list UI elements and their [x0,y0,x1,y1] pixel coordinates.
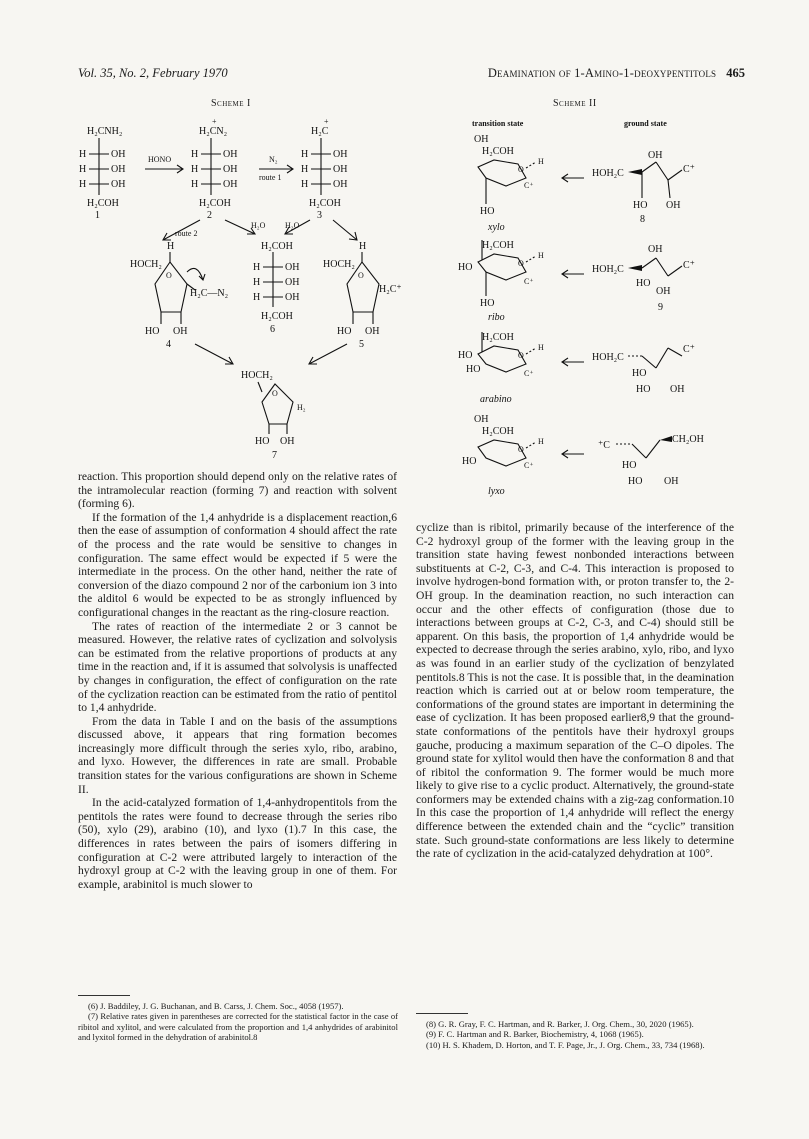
compound-1 [79,126,125,221]
compound-7 [241,370,306,461]
c7-ho: HO [255,436,270,447]
label-5: 5 [359,339,364,350]
gs-lyxo [598,434,704,487]
ribo-gs-oh2: OH [656,286,671,297]
c5-ho: HO [337,326,352,337]
col-ground-state: ground state [624,119,667,128]
c7-oh: OH [280,436,295,447]
c3-oh-1: OH [333,149,348,160]
left-paragraph-1: reaction. This proportion should depend only on the relative rates of the intramolecular reaction (forming 7) and reaction with solvent (forming 6). [78,470,397,511]
scheme-2-figure [458,112,718,502]
label-2: 2 [207,210,212,221]
c3-top-group: H₂C [311,126,329,137]
c2-h-3: H [191,179,199,190]
arabino-h: H [538,343,544,352]
gs-xylo [592,150,695,225]
footnote-10: (10) H. S. Khadem, D. Horton, and T. F. Page, Jr., J. Org. Chem., 33, 734 (1968). [426,1039,705,1050]
running-header-right [488,66,745,81]
ribo-ho: HO [480,298,495,309]
c2-h-1: H [191,149,199,160]
ts-xylo [474,134,544,233]
label-4: 4 [166,339,171,350]
xylo-gs-cplus: C⁺ [683,164,695,175]
c4-diazo: H₂C—N₂ [190,288,229,299]
ts-ribo [458,240,544,323]
lyxo-oh-top: OH [474,414,489,425]
xylo-gs-left: HOH₂C [592,168,624,179]
compound-4 [130,241,228,350]
label-7: 7 [272,450,277,461]
arabino-ring-o: O [518,351,524,360]
arabino-label: arabino [480,394,512,405]
ts-lyxo [462,414,544,497]
ribo-gs-ho: HO [636,278,651,289]
c4-substituent: HOCH₂ [130,259,162,270]
footnote-9: (9) F. C. Hartman and R. Barker, Biochemistry, 4, 1068 (1965). [426,1029,644,1040]
gs-ribo [592,244,695,313]
arabino-gs-left: HOH₂C [592,352,624,363]
ribo-label: ribo [488,312,505,323]
compound-2 [191,117,237,221]
c7-h2: H₂ [297,403,306,412]
ribo-ho-left: HO [458,262,473,273]
c1-oh-3: OH [111,179,126,190]
c4-ho: HO [145,326,160,337]
xylo-ring-o: O [518,165,524,174]
c1-h-3: H [79,179,87,190]
route-1-label: route 1 [259,173,282,182]
lyxo-gs-oh: OH [664,476,679,487]
c3-h-1: H [301,149,309,160]
c2-bottom: H₂COH [199,198,231,209]
lyxo-gs-ho: HO [622,460,637,471]
route-2-label: route 2 [175,229,198,238]
lyxo-h: H [538,437,544,446]
compound-3 [301,117,347,221]
arabino-gs-oh: OH [670,384,685,395]
c2-oh-1: OH [223,149,238,160]
xylo-cplus: C⁺ [524,181,534,190]
label-3: 3 [317,210,322,221]
label-9: 9 [658,302,663,313]
xylo-h: H [538,157,544,166]
c2-plus: + [212,117,217,126]
lyxo-ho: HO [462,456,477,467]
c6-top: H₂COH [261,241,293,252]
arabino-gs-ho: HO [632,368,647,379]
c3-h-3: H [301,179,309,190]
c6-oh-1: OH [285,262,300,273]
ribo-h: H [538,251,544,260]
h2o-label-2: H₂O [285,221,300,230]
footnote-8: (8) G. R. Gray, F. C. Hartman, and R. Barker, J. Org. Chem., 30, 2020 (1965). [426,1019,694,1029]
arabino-gs-cplus: C⁺ [683,344,695,355]
xylo-gs-oh: OH [648,150,663,161]
footnote-7: (7) Relative rates given in parentheses are corrected for the statistical factor in the case of ribitol and xylitol, and were calculated from the proportion and 1,4 anhydrides of arabinitol and lyxitol formed in the dehydration of arabinitol.8 [78,1011,398,1043]
running-header-left: Vol. 35, No. 2, February 1970 [78,66,228,80]
left-paragraph-4: From the data in Table I and on the basis of the assumptions discussed above, it appears that ring formation becomes increasingly more difficult through the series xylo, ribo, arabino, and lyxo. However, the differences in rate are small. Probable transition states for the various configurations are shown in Scheme II. [78,714,397,796]
footnotes-right [416,1019,734,1050]
arabino-cplus: C⁺ [524,369,534,378]
running-title: Deamination of 1-Amino-1-deoxypentitols [487,66,717,80]
c6-oh-3: OH [285,292,300,303]
c1-oh-2: OH [111,164,126,175]
col-transition-state: transition state [472,119,524,128]
label-1: 1 [95,210,100,221]
lyxo-gs-ho2: HO [628,476,643,487]
c1-h-1: H [79,149,87,160]
ribo-h2coh: H₂COH [482,240,514,251]
arabino-ho-1: HO [458,350,473,361]
xylo-oh-top: OH [474,134,489,145]
ribo-gs-oh: OH [648,244,663,255]
gs-arabino [592,344,695,395]
compound-6 [253,241,299,335]
c3-h-2: H [301,164,309,175]
left-column [78,470,397,891]
c2-top-group: H₂CN₂ [199,126,228,137]
arabino-h2coh: H₂COH [482,332,514,343]
lyxo-label: lyxo [488,486,505,497]
label-6: 6 [270,324,275,335]
footnote-6: (6) J. Baddiley, J. G. Buchanan, and B. Carss, J. Chem. Soc., 4058 (1957). [88,1001,344,1011]
ribo-ring-o: O [518,259,524,268]
c5-substituent: HOCH₂ [323,259,355,270]
reagent-n2: N₂ [269,155,278,164]
ribo-gs-left: HOH₂C [592,264,624,275]
page-number: 465 [726,66,745,80]
c4-oh: OH [173,326,188,337]
c2-h-2: H [191,164,199,175]
c2-oh-3: OH [223,179,238,190]
c3-oh-3: OH [333,179,348,190]
lyxo-gs-left: ⁺C [598,440,610,451]
c6-h-2: H [253,277,261,288]
c6-h-1: H [253,262,261,273]
footnote-rule-right [416,1013,468,1014]
arabino-gs-ho2: HO [636,384,651,395]
c4-ring-o: O [166,271,172,280]
xylo-gs-oh2: OH [666,200,681,211]
c6-h-3: H [253,292,261,303]
scheme-1-title: Scheme I [211,98,251,109]
c1-oh-1: OH [111,149,126,160]
c6-bottom: H₂COH [261,311,293,322]
footnotes-left [78,1001,398,1043]
scheme-1-figure [75,112,405,462]
lyxo-gs-ch2oh: CH₂OH [672,434,704,445]
left-paragraph-2: If the formation of the 1,4 anhydride is a displacement reaction,6 then the ease of assumption of conformation 4 should affect the rate of the process and the rate would be sensitive to changes in configuration. The same effect would be expected if 5 were the intermediate in the process. On the other hand, neither the rate of conversion of the diazo compound 2 nor of the carbonium ion 3 into the alditol 6 would be expected to be as strongly influenced by configurational changes in the reactant as the ring-closure reaction. [78,510,397,619]
c1-top-group: H₂CNH₂ [87,126,123,137]
lyxo-h2coh: H₂COH [482,426,514,437]
c5-oh: OH [365,326,380,337]
c7-substituent: HOCH₂ [241,370,273,381]
c4-h: H [167,241,175,252]
c3-plus: + [324,117,329,126]
right-column [416,521,734,861]
xylo-ho: HO [480,206,495,217]
xylo-h2coh: H₂COH [482,146,514,157]
xylo-gs-ho: HO [633,200,648,211]
c1-bottom: H₂COH [87,198,119,209]
reagent-hono: HONO [148,155,172,164]
c1-h-2: H [79,164,87,175]
c3-bottom: H₂COH [309,198,341,209]
ts-arabino [458,332,544,405]
compound-5 [323,241,402,350]
footnote-rule-left [78,995,130,996]
scheme-2-title: Scheme II [553,98,597,109]
ribo-cplus: C⁺ [524,277,534,286]
lyxo-ring-o: O [518,445,524,454]
label-8: 8 [640,214,645,225]
arabino-ho-2: HO [466,364,481,375]
lyxo-cplus: C⁺ [524,461,534,470]
c2-oh-2: OH [223,164,238,175]
h2o-label-1: H₂O [251,221,266,230]
c6-oh-2: OH [285,277,300,288]
ribo-gs-cplus: C⁺ [683,260,695,271]
c5-h: H [359,241,367,252]
xylo-label: xylo [488,222,505,233]
c5-ring-o: O [358,271,364,280]
c5-cation: H₂C⁺ [379,284,402,295]
right-paragraph-1: cyclize than is ribitol, primarily because of the interference of the C-2 hydroxyl group of the former with the leaving group in the transition state having fewest nonbonded interactions between substituents at C-2, C-3, and C-4. This interaction is proposed to involve hydrogen-bond formation with, or proton transfer to, the 2-OH group. In the deamination reaction, no such interaction can occur and the other effects of configuration (those due to interactions between groups at C-2, C-3, and C-4) should still be apparent. On this basis, the proportion of 1,4 anhydride would be expected to decrease through the series arabino, xylo, ribo, and lyxo as was found in an earlier study of the cyclization of benzylated pentitols.8 This is not the case. It is possible that, in the deamination reaction which is carried out at or below room temperature, the conformations of the ground states are important in determining the ease of cyclization. It has been proposed earlier8,9 that the ground-state conformations of the pentitols have their hydroxyl groups gauche, producing a maximum separation of the C–O dipoles. The ground state for xylitol would then have the conformation 8 and that of ribitol the conformation 9. The former would be much more likely to give rise to a cyclic product. Alternatively, the ground-state conformers may be extended chains with a zig-zag conformation.10 In this case the proportion of 1,4 anhydride will reflect the energy difference between the extended chain and the “cyclic” transition state. Such ground-state conformations are less likely to determine the rate of cyclization in the acid-catalyzed dehydration at 100°. [416,521,734,861]
c3-oh-2: OH [333,164,348,175]
left-paragraph-5: In the acid-catalyzed formation of 1,4-anhydropentitols from the pentitols the rates were found to decrease through the series ribo (50), xylo (29), arabino (10), and lyxo (1).7 In this case, the differences in rates between the pairs of isomers differing in configuration at C-2 were attributed largely to interaction of the hydroxyl group at C-2 with the leaving group in one of them. For example, arabinitol is much slower to [78,796,397,891]
c7-ring-o: O [272,389,278,398]
left-paragraph-3: The rates of reaction of the intermediate 2 or 3 cannot be measured. However, the relative rates of cyclization and solvolysis can be estimated from the relative proportions of products at any time in the reaction and, if it is assumed that solvolysis is unaffected by changes in configuration, the effect of configuration on the rate of the cyclization reaction can be estimated from the ratio of pentitol to 1,4 anhydride. [78,619,397,715]
